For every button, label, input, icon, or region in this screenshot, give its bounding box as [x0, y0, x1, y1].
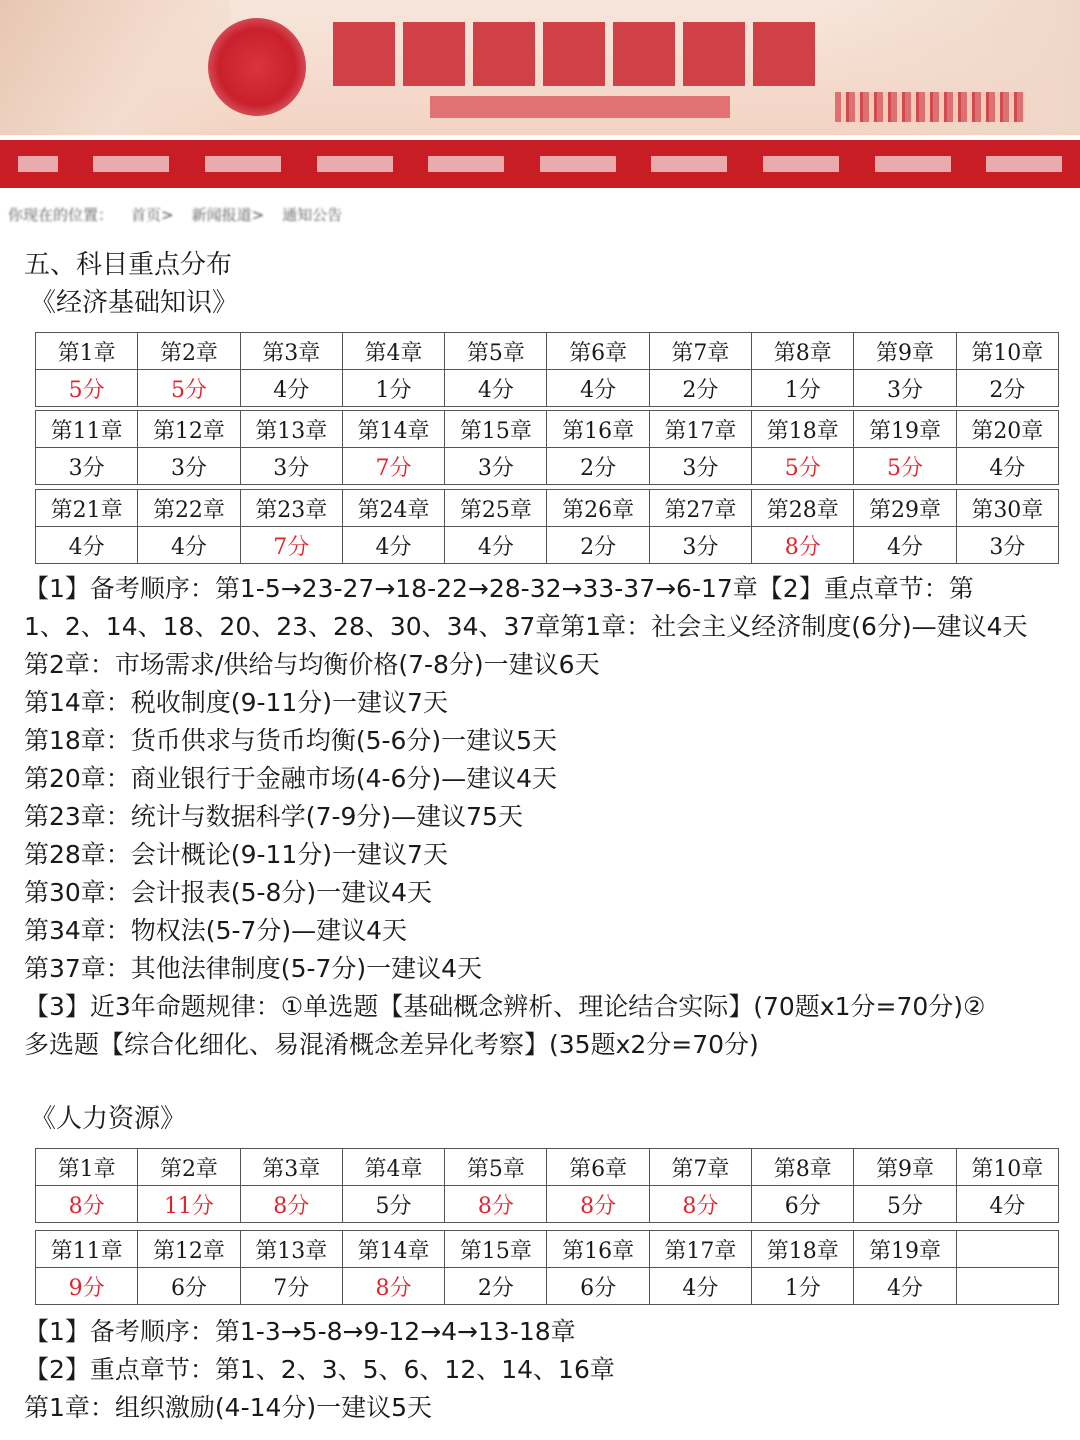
hr-notes [24, 1313, 1064, 1427]
nav-item[interactable] [986, 156, 1062, 172]
chapter-cell: 第17章 [649, 411, 751, 448]
note-line: 【1】备考顺序：第1-3→5-8→9-12→4→13-18章 [24, 1317, 576, 1346]
chapter-row [36, 490, 1059, 527]
score-cell: 5分 [752, 448, 854, 485]
nav-item[interactable] [205, 156, 281, 172]
score-cell: 2分 [956, 370, 1058, 407]
score-cell: 8分 [547, 1186, 649, 1223]
chapter-cell: 第21章 [36, 490, 138, 527]
nav-item[interactable] [763, 156, 839, 172]
score-cell: 3分 [649, 448, 751, 485]
note-line: 第23章：统计与数据科学(7-9分)—建议75天 [24, 802, 523, 831]
score-cell: 8分 [445, 1186, 547, 1223]
section-heading: 五、科目重点分布 [24, 250, 233, 280]
site-url-blurred [430, 96, 730, 118]
chapter-row [36, 411, 1059, 448]
score-cell: 4分 [649, 1268, 751, 1305]
site-title-blurred [333, 22, 815, 86]
note-line: 【2】重点章节：第1、2、3、5、6、12、14、16章 [24, 1355, 615, 1384]
score-cell: 5分 [36, 370, 138, 407]
note-line: 【1】备考顺序：第1-5→23-27→18-22→28-32→33-37→6-17章【2】重点章节：第 [24, 574, 974, 603]
score-row [36, 1268, 1059, 1305]
score-cell: 8分 [342, 1268, 444, 1305]
score-cell: 5分 [138, 370, 240, 407]
score-cell: 1分 [752, 1268, 854, 1305]
note-line: 第2章：市场需求/供给与均衡价格(7-8分)一建议6天 [24, 650, 600, 679]
chapter-cell: 第13章 [240, 1231, 342, 1268]
note-line: 第37章：其他法律制度(5-7分)一建议4天 [24, 954, 483, 983]
score-cell: 6分 [547, 1268, 649, 1305]
nav-item[interactable] [428, 156, 504, 172]
chapter-cell: 第28章 [752, 490, 854, 527]
nav-item[interactable] [317, 156, 393, 172]
score-cell: 8分 [240, 1186, 342, 1223]
score-cell: 3分 [36, 448, 138, 485]
chapter-cell: 第4章 [342, 1149, 444, 1186]
chapter-cell: 第3章 [240, 333, 342, 370]
nav-item[interactable] [18, 156, 58, 172]
breadcrumb-notice[interactable]: 通知公告 [282, 206, 343, 224]
nav-item[interactable] [540, 156, 616, 172]
chapter-cell: 第22章 [138, 490, 240, 527]
chapter-row [36, 333, 1059, 370]
chapter-row [36, 1149, 1059, 1186]
score-cell: 9分 [36, 1268, 138, 1305]
chapter-cell: 第12章 [138, 1231, 240, 1268]
chapter-cell: 第7章 [649, 1149, 751, 1186]
chapter-cell: 第11章 [36, 1231, 138, 1268]
nav-item[interactable] [93, 156, 169, 172]
chapter-cell: 第12章 [138, 411, 240, 448]
score-cell: 4分 [36, 527, 138, 564]
score-row [36, 527, 1059, 564]
chapter-cell: 第9章 [854, 1149, 956, 1186]
breadcrumb-label: 你现在的位置： [8, 206, 114, 224]
score-cell: 3分 [854, 370, 956, 407]
chapter-cell: 第1章 [36, 1149, 138, 1186]
chapter-cell: 第2章 [138, 1149, 240, 1186]
nav-item[interactable] [651, 156, 727, 172]
note-line: 第34章：物权法(5-7分)—建议4天 [24, 916, 408, 945]
score-cell: 1分 [342, 370, 444, 407]
chapter-cell: 第6章 [547, 1149, 649, 1186]
chapter-cell: 第9章 [854, 333, 956, 370]
hr-table-2 [35, 1230, 1059, 1305]
hr-title: 《人力资源》 [30, 1104, 187, 1134]
chapter-cell: 第16章 [547, 1231, 649, 1268]
chapter-cell: 第7章 [649, 333, 751, 370]
score-row [36, 448, 1059, 485]
breadcrumb-news[interactable]: 新闻报道> [191, 206, 265, 224]
score-cell: 11分 [138, 1186, 240, 1223]
note-line: 第18章：货币供求与货币均衡(5-6分)一建议5天 [24, 726, 558, 755]
chapter-cell: 第23章 [240, 490, 342, 527]
chapter-cell: 第2章 [138, 333, 240, 370]
chapter-cell: 第8章 [752, 333, 854, 370]
chapter-cell: 第27章 [649, 490, 751, 527]
score-cell [956, 1268, 1058, 1305]
chapter-cell: 第1章 [36, 333, 138, 370]
score-cell: 4分 [240, 370, 342, 407]
score-row [36, 370, 1059, 407]
note-line: 第1章：组织激励(4-14分)一建议5天 [24, 1393, 433, 1422]
score-cell: 8分 [36, 1186, 138, 1223]
chapter-cell: 第10章 [956, 333, 1058, 370]
chapter-cell: 第24章 [342, 490, 444, 527]
score-cell: 7分 [342, 448, 444, 485]
score-cell: 3分 [138, 448, 240, 485]
score-cell: 4分 [138, 527, 240, 564]
chapter-cell: 第25章 [445, 490, 547, 527]
chapter-cell: 第3章 [240, 1149, 342, 1186]
chapter-cell: 第18章 [752, 411, 854, 448]
chapter-cell: 第16章 [547, 411, 649, 448]
score-row [36, 1186, 1059, 1223]
chapter-cell: 第29章 [854, 490, 956, 527]
chapter-cell: 第20章 [956, 411, 1058, 448]
great-wall-image [0, 0, 230, 135]
score-cell: 4分 [445, 527, 547, 564]
hr-table-1 [35, 1148, 1059, 1223]
chapter-cell: 第14章 [342, 411, 444, 448]
chapter-cell: 第19章 [854, 411, 956, 448]
nav-item[interactable] [875, 156, 951, 172]
chapter-cell: 第11章 [36, 411, 138, 448]
score-cell: 4分 [854, 1268, 956, 1305]
note-line: 第20章：商业银行于金融市场(4-6分)—建议4天 [24, 764, 558, 793]
score-cell: 6分 [752, 1186, 854, 1223]
site-banner [0, 0, 1080, 135]
score-cell: 8分 [649, 1186, 751, 1223]
chapter-cell: 第15章 [445, 1231, 547, 1268]
note-line: 多选题【综合化细化、易混淆概念差异化考察】(35题x2分=70分) [24, 1030, 759, 1059]
score-cell: 7分 [240, 1268, 342, 1305]
score-cell: 5分 [854, 1186, 956, 1223]
chapter-cell: 第26章 [547, 490, 649, 527]
score-cell: 4分 [445, 370, 547, 407]
score-cell: 3分 [649, 527, 751, 564]
score-cell: 5分 [854, 448, 956, 485]
score-cell: 1分 [752, 370, 854, 407]
chapter-cell: 第8章 [752, 1149, 854, 1186]
economy-title: 《经济基础知识》 [30, 288, 239, 318]
crowd-image [835, 92, 1025, 122]
score-cell: 2分 [547, 448, 649, 485]
economy-table-2 [35, 410, 1059, 485]
chapter-cell: 第5章 [445, 1149, 547, 1186]
score-cell: 4分 [854, 527, 956, 564]
score-cell: 8分 [752, 527, 854, 564]
chapter-cell: 第14章 [342, 1231, 444, 1268]
note-line: 1、2、14、18、20、23、28、30、34、37章第1章：社会主义经济制度(6分)—建议4天 [24, 612, 1028, 641]
chapter-cell: 第6章 [547, 333, 649, 370]
chapter-cell: 第4章 [342, 333, 444, 370]
note-line: 第14章：税收制度(9-11分)一建议7天 [24, 688, 448, 717]
score-cell: 6分 [138, 1268, 240, 1305]
score-cell: 4分 [342, 527, 444, 564]
note-line: 【3】近3年命题规律：①单选题【基础概念辨析、理论结合实际】(70题x1分=70分)② [24, 992, 986, 1021]
chapter-row [36, 1231, 1059, 1268]
score-cell: 2分 [649, 370, 751, 407]
score-cell: 2分 [547, 527, 649, 564]
chapter-cell: 第30章 [956, 490, 1058, 527]
national-emblem-logo [208, 18, 306, 116]
chapter-cell: 第18章 [752, 1231, 854, 1268]
economy-table-3 [35, 489, 1059, 564]
economy-notes [24, 570, 1064, 1064]
note-line: 第28章：会计概论(9-11分)一建议7天 [24, 840, 448, 869]
score-cell: 7分 [240, 527, 342, 564]
chapter-cell: 第17章 [649, 1231, 751, 1268]
chapter-cell: 第15章 [445, 411, 547, 448]
score-cell: 4分 [547, 370, 649, 407]
chapter-cell: 第10章 [956, 1149, 1058, 1186]
score-cell: 4分 [956, 1186, 1058, 1223]
breadcrumb-home[interactable]: 首页> [131, 206, 174, 224]
score-cell: 3分 [956, 527, 1058, 564]
breadcrumb [8, 204, 342, 225]
chapter-cell: 第13章 [240, 411, 342, 448]
chapter-cell [956, 1231, 1058, 1268]
score-cell: 4分 [956, 448, 1058, 485]
note-line: 第30章：会计报表(5-8分)一建议4天 [24, 878, 433, 907]
chapter-cell: 第5章 [445, 333, 547, 370]
main-nav [0, 140, 1080, 188]
score-cell: 5分 [342, 1186, 444, 1223]
chapter-cell: 第19章 [854, 1231, 956, 1268]
score-cell: 3分 [240, 448, 342, 485]
score-cell: 2分 [445, 1268, 547, 1305]
economy-table-1 [35, 332, 1059, 407]
score-cell: 3分 [445, 448, 547, 485]
